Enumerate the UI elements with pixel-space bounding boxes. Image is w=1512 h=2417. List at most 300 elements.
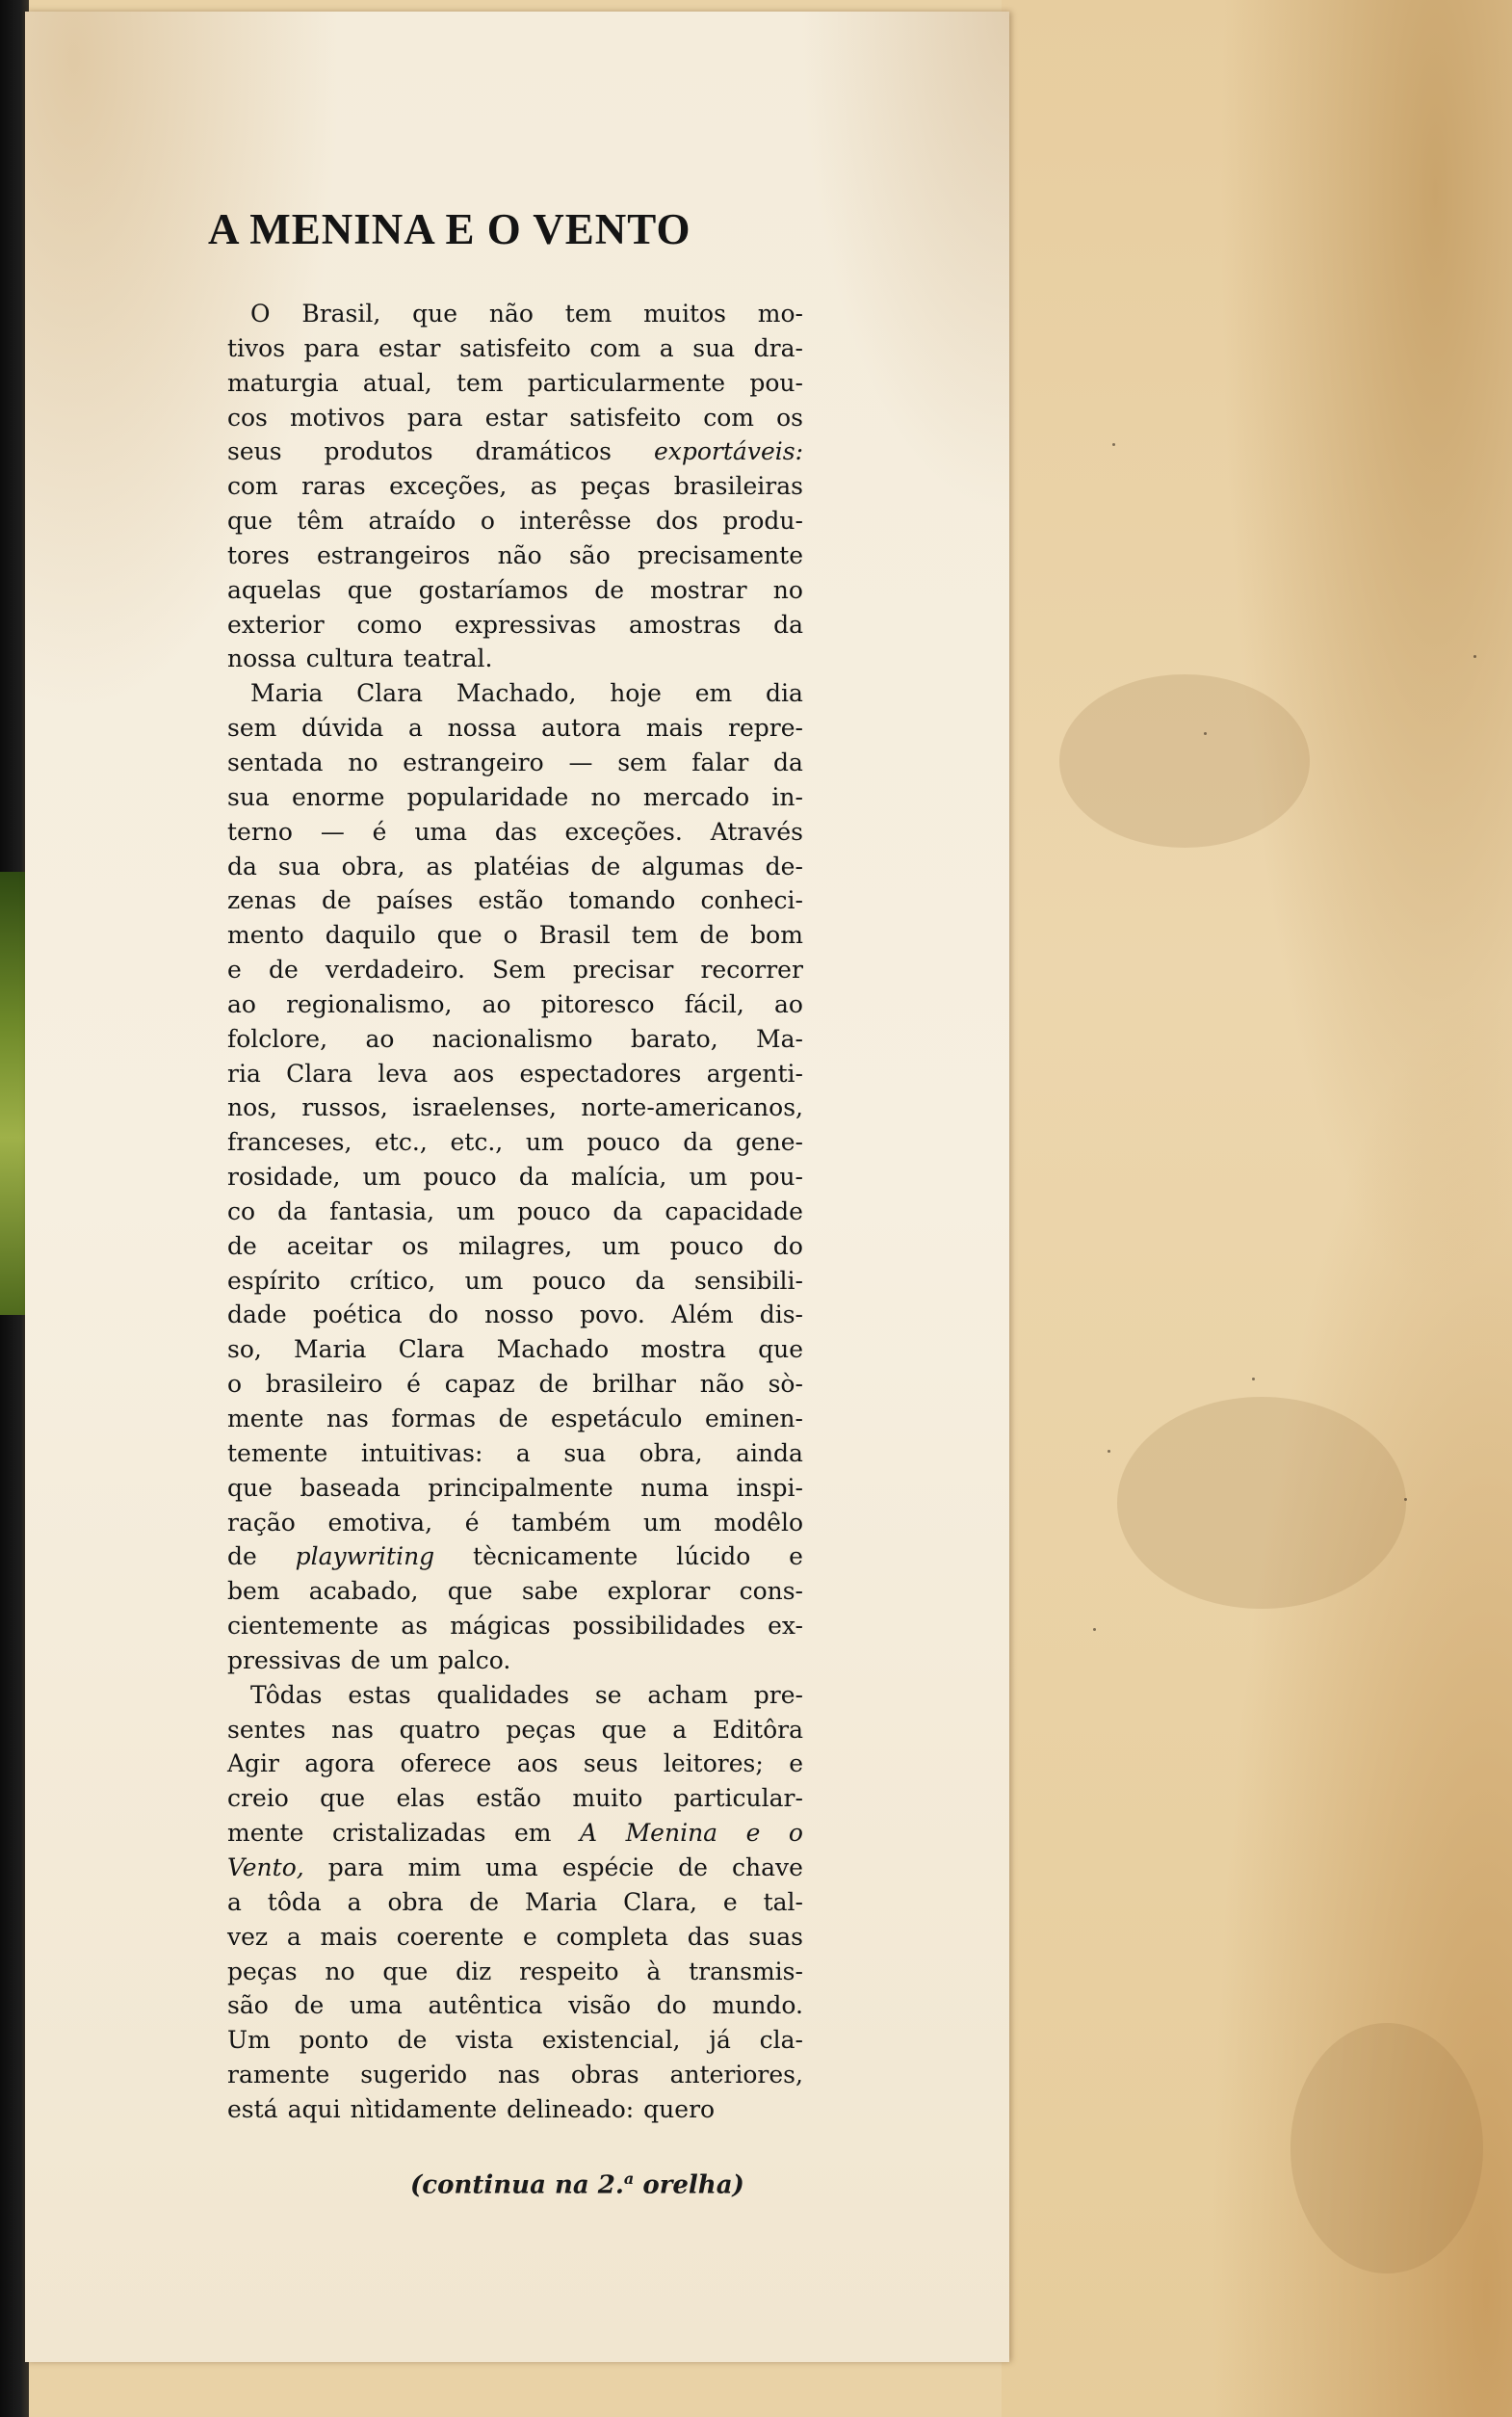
word: mento bbox=[227, 921, 304, 950]
word: dade bbox=[227, 1300, 287, 1329]
word: Clara bbox=[398, 1335, 465, 1364]
continuation-prefix: (continua na 2. bbox=[410, 2170, 624, 2200]
text-line bbox=[227, 1229, 803, 1264]
word: com bbox=[703, 403, 754, 432]
word: sensibili- bbox=[693, 1266, 803, 1295]
word: explorar bbox=[607, 1577, 711, 1606]
word: delineado: bbox=[507, 2094, 635, 2123]
word: Clara, bbox=[623, 1887, 698, 1916]
word: tôda bbox=[267, 1887, 322, 1916]
word: que bbox=[436, 921, 482, 950]
word: produ- bbox=[722, 507, 803, 536]
word: Machado, bbox=[456, 679, 577, 708]
word: visão bbox=[568, 1991, 632, 2020]
paragraph bbox=[227, 676, 803, 1677]
word: de- bbox=[765, 852, 803, 880]
word: nosso bbox=[484, 1300, 554, 1329]
word: de bbox=[268, 956, 299, 985]
word: cultura bbox=[305, 644, 394, 673]
word: pre- bbox=[753, 1680, 803, 1709]
word: franceses, bbox=[227, 1128, 352, 1157]
word: numa bbox=[640, 1473, 710, 1502]
word: elas bbox=[396, 1784, 445, 1813]
word: da bbox=[635, 1266, 665, 1295]
word: mundo. bbox=[712, 1991, 803, 2020]
word: israelenses, bbox=[412, 1093, 558, 1122]
word: que bbox=[447, 1577, 493, 1606]
word: pressivas bbox=[227, 1645, 342, 1674]
word: mercado bbox=[642, 782, 750, 811]
word: Clara bbox=[286, 1059, 353, 1088]
word: mostra bbox=[640, 1335, 726, 1364]
text-line bbox=[227, 504, 803, 539]
word: uma bbox=[485, 1852, 538, 1881]
word: intuitivas: bbox=[360, 1438, 483, 1467]
word: lúcido bbox=[676, 1542, 751, 1571]
paragraph bbox=[227, 1678, 803, 2127]
word: do bbox=[656, 1991, 687, 2020]
word: aos bbox=[516, 1749, 559, 1778]
word: baseada bbox=[300, 1473, 401, 1502]
text-line bbox=[227, 2092, 803, 2127]
word: sabe bbox=[521, 1577, 579, 1606]
word: cos bbox=[227, 403, 268, 432]
word: um bbox=[456, 1196, 495, 1225]
text-line bbox=[227, 1264, 803, 1299]
word: tomando bbox=[568, 886, 676, 915]
word: nas bbox=[326, 1405, 369, 1432]
text-line bbox=[227, 1678, 803, 1713]
word: um bbox=[642, 1508, 682, 1537]
word: nas bbox=[331, 1715, 374, 1744]
word: de bbox=[678, 1852, 708, 1881]
text-line bbox=[227, 1713, 803, 1747]
word: dos bbox=[656, 507, 698, 536]
word: mágicas bbox=[450, 1612, 551, 1641]
word: exportáveis: bbox=[653, 437, 803, 466]
word: teatral. bbox=[403, 644, 493, 673]
word: leitores; bbox=[663, 1749, 764, 1778]
word: amostras bbox=[629, 610, 742, 639]
word: de bbox=[351, 1645, 381, 1674]
word: de bbox=[227, 1231, 257, 1260]
word: zenas bbox=[227, 886, 297, 915]
cover-stain bbox=[1117, 1397, 1406, 1609]
word: com bbox=[589, 333, 641, 362]
word: vez bbox=[227, 1922, 269, 1951]
word: sem bbox=[617, 748, 667, 776]
word: tal- bbox=[763, 1887, 803, 1916]
word: estão bbox=[478, 886, 544, 915]
word: crítico, bbox=[350, 1266, 436, 1295]
jacket-flap bbox=[25, 12, 1009, 2362]
word: cons- bbox=[739, 1577, 803, 1606]
word: seus bbox=[227, 437, 282, 466]
word: poética bbox=[312, 1300, 403, 1329]
word: muito bbox=[572, 1784, 643, 1813]
word: obra, bbox=[639, 1438, 703, 1467]
text-line bbox=[227, 780, 803, 815]
text-line bbox=[227, 1574, 803, 1609]
word: um bbox=[689, 1163, 728, 1192]
word: satisfeito bbox=[459, 333, 571, 362]
word: um bbox=[464, 1266, 504, 1295]
word: terno bbox=[227, 817, 293, 846]
word: emotiva, bbox=[327, 1508, 433, 1537]
word: um bbox=[362, 1163, 402, 1192]
word: as bbox=[530, 472, 558, 501]
flap-body-text bbox=[227, 297, 803, 2127]
word: principalmente bbox=[428, 1473, 613, 1502]
word: nossa bbox=[227, 644, 297, 673]
word: à bbox=[646, 1957, 662, 1985]
text-line bbox=[227, 1332, 803, 1367]
word: tivos bbox=[227, 333, 286, 362]
word: o bbox=[788, 1819, 803, 1848]
word: capaz bbox=[444, 1370, 515, 1399]
word: um bbox=[525, 1128, 564, 1157]
word: os bbox=[402, 1231, 430, 1260]
word: Maria bbox=[294, 1335, 367, 1364]
text-line bbox=[227, 1816, 803, 1851]
text-line bbox=[227, 1988, 803, 2023]
word: em bbox=[694, 679, 733, 708]
word: é bbox=[372, 817, 387, 846]
word: cientemente bbox=[227, 1612, 379, 1641]
word: têm bbox=[297, 507, 344, 536]
word: mostrar bbox=[650, 575, 747, 604]
word: mente bbox=[227, 1405, 304, 1432]
word: já bbox=[709, 2026, 731, 2055]
word: que bbox=[227, 1473, 273, 1502]
word: vista bbox=[456, 2026, 514, 2055]
cover-stain bbox=[1059, 674, 1310, 848]
text-line bbox=[227, 676, 803, 711]
word: que bbox=[347, 575, 393, 604]
word: e bbox=[227, 956, 242, 985]
word: o bbox=[227, 1370, 243, 1399]
word: aos bbox=[453, 1059, 495, 1088]
word: existencial, bbox=[541, 2026, 681, 2055]
word: de bbox=[227, 1542, 257, 1571]
text-line bbox=[227, 918, 803, 953]
text-line bbox=[227, 366, 803, 401]
word: no bbox=[590, 782, 621, 811]
word: falar bbox=[691, 748, 749, 776]
text-line bbox=[227, 2058, 803, 2092]
continuation-suffix: orelha) bbox=[634, 2170, 744, 2200]
word: Brasil bbox=[538, 921, 611, 950]
text-line bbox=[227, 1057, 803, 1091]
word: estas bbox=[348, 1680, 411, 1709]
word: ex- bbox=[768, 1612, 803, 1641]
word: Menina bbox=[625, 1819, 718, 1848]
word: mim bbox=[407, 1852, 462, 1881]
word: qualidades bbox=[436, 1680, 570, 1709]
text-line bbox=[227, 1195, 803, 1229]
word: — bbox=[568, 748, 593, 776]
word: pitoresco bbox=[540, 989, 655, 1018]
word: mais bbox=[320, 1922, 378, 1951]
word: que bbox=[758, 1335, 803, 1364]
word: sua bbox=[277, 852, 321, 880]
text-line bbox=[227, 1643, 803, 1678]
word: e bbox=[789, 1542, 803, 1571]
word: so, bbox=[227, 1335, 262, 1364]
word: etc., bbox=[450, 1128, 504, 1157]
text-line bbox=[227, 2023, 803, 2058]
word: sua bbox=[692, 333, 736, 362]
word: a bbox=[659, 333, 674, 362]
word: estrangeiros bbox=[317, 540, 471, 569]
word: e bbox=[789, 1749, 803, 1778]
word: sua bbox=[227, 782, 270, 811]
word: hoje bbox=[610, 679, 662, 708]
word: acabado, bbox=[308, 1577, 419, 1606]
paragraph bbox=[227, 297, 803, 676]
text-line bbox=[227, 1781, 803, 1816]
word: os bbox=[776, 403, 803, 432]
word: daquilo bbox=[325, 921, 416, 950]
word: quero bbox=[643, 2094, 716, 2123]
word: conheci- bbox=[700, 886, 803, 915]
word: peças bbox=[580, 472, 651, 501]
word: espécie bbox=[561, 1852, 655, 1881]
word: estrangeiro bbox=[403, 748, 544, 776]
text-line bbox=[227, 1747, 803, 1781]
word: — bbox=[320, 817, 345, 846]
word: dis- bbox=[759, 1300, 803, 1329]
word: que bbox=[320, 1784, 366, 1813]
word: da bbox=[227, 852, 257, 880]
word: no bbox=[325, 1957, 355, 1985]
word: rosidade, bbox=[227, 1163, 341, 1192]
word: espírito bbox=[227, 1266, 321, 1295]
word: oferece bbox=[400, 1749, 492, 1778]
text-line bbox=[227, 815, 803, 850]
word: Clara bbox=[356, 679, 424, 708]
word: pouco bbox=[669, 1231, 744, 1260]
text-line bbox=[227, 883, 803, 918]
word: nos, bbox=[227, 1093, 277, 1122]
word: uma bbox=[414, 817, 468, 846]
continuation-superscript: a bbox=[623, 2169, 635, 2188]
word: as bbox=[401, 1612, 429, 1641]
word: capacidade bbox=[665, 1196, 803, 1225]
word: aqui bbox=[287, 2094, 341, 2123]
word: nossa bbox=[447, 714, 517, 743]
text-line bbox=[227, 401, 803, 435]
word: pou- bbox=[749, 368, 803, 397]
word: atraído bbox=[368, 507, 456, 536]
speck bbox=[1204, 732, 1207, 735]
word: das bbox=[494, 817, 537, 846]
word: a bbox=[286, 1922, 301, 1951]
word: barato, bbox=[630, 1024, 718, 1053]
word: anteriores, bbox=[669, 2061, 803, 2089]
word: suas bbox=[748, 1922, 803, 1951]
word: a bbox=[407, 714, 423, 743]
word: sentada bbox=[227, 748, 324, 776]
text-line bbox=[227, 608, 803, 643]
word: A bbox=[580, 1819, 598, 1848]
back-cover bbox=[1002, 0, 1512, 2417]
word: Além bbox=[671, 1300, 734, 1329]
text-line bbox=[227, 1125, 803, 1160]
word: brasileiro bbox=[265, 1370, 383, 1399]
word: pouco bbox=[532, 1266, 607, 1295]
text-line bbox=[227, 1885, 803, 1920]
word: um bbox=[390, 1645, 429, 1674]
text-line bbox=[227, 1539, 803, 1574]
word: acham bbox=[647, 1680, 728, 1709]
text-line bbox=[227, 953, 803, 987]
word: da bbox=[277, 1196, 308, 1225]
word: particular- bbox=[673, 1784, 803, 1813]
word: estar bbox=[378, 333, 441, 362]
word: ria bbox=[227, 1059, 261, 1088]
word: enorme bbox=[292, 782, 385, 811]
word: que bbox=[382, 1957, 429, 1985]
word: produtos bbox=[324, 437, 433, 466]
word: tem bbox=[631, 921, 679, 950]
word: uma bbox=[350, 1991, 403, 2020]
word: popularidade bbox=[406, 782, 569, 811]
text-line bbox=[227, 1160, 803, 1195]
text-line bbox=[227, 331, 803, 366]
text-line bbox=[227, 1298, 803, 1332]
word: quatro bbox=[399, 1715, 481, 1744]
word: e bbox=[722, 1887, 738, 1916]
word: um bbox=[602, 1231, 640, 1260]
word: o bbox=[480, 507, 495, 536]
word: Tôdas bbox=[250, 1680, 323, 1709]
word: de bbox=[590, 852, 621, 880]
word: se bbox=[594, 1680, 622, 1709]
word: das bbox=[687, 1922, 730, 1951]
word: recorrer bbox=[700, 956, 803, 985]
text-line bbox=[227, 1955, 803, 1989]
word: folclore, bbox=[227, 1024, 328, 1053]
speck bbox=[1473, 655, 1476, 658]
word: espetáculo bbox=[550, 1405, 683, 1432]
word: e bbox=[522, 1922, 537, 1951]
word: pou- bbox=[749, 1163, 803, 1192]
word: como bbox=[356, 610, 423, 639]
word: palco. bbox=[437, 1645, 511, 1674]
word: ao bbox=[773, 989, 803, 1018]
word: ao bbox=[365, 1024, 395, 1053]
word: a bbox=[672, 1715, 688, 1744]
word: do bbox=[428, 1300, 458, 1329]
word: satisfeito bbox=[569, 403, 682, 432]
word: gostaríamos bbox=[418, 575, 569, 604]
speck bbox=[1112, 443, 1115, 446]
speck bbox=[1404, 1498, 1407, 1501]
word: povo. bbox=[580, 1300, 645, 1329]
word: completa bbox=[556, 1922, 669, 1951]
word: ainda bbox=[736, 1438, 803, 1467]
word: possibilidades bbox=[572, 1612, 745, 1641]
cover-stain bbox=[1290, 2023, 1483, 2273]
word: com bbox=[227, 472, 278, 501]
word: exterior bbox=[227, 610, 325, 639]
word: dra- bbox=[753, 333, 803, 362]
text-line bbox=[227, 1851, 803, 1885]
word: são bbox=[568, 540, 611, 569]
word: da bbox=[773, 610, 803, 639]
word: sua bbox=[563, 1438, 607, 1467]
word: formas bbox=[391, 1405, 477, 1432]
word: estar bbox=[484, 403, 548, 432]
word: aquelas bbox=[227, 575, 322, 604]
word: leva bbox=[378, 1059, 429, 1088]
word: nacionalismo bbox=[431, 1024, 593, 1053]
word: dramáticos bbox=[475, 437, 612, 466]
word: no bbox=[348, 748, 378, 776]
word: da bbox=[613, 1196, 643, 1225]
word: maturgia bbox=[227, 368, 339, 397]
word: sò- bbox=[768, 1370, 803, 1399]
word: Vento, bbox=[227, 1852, 304, 1881]
word: ramente bbox=[227, 2061, 330, 2089]
word: bem bbox=[227, 1577, 280, 1606]
word: Ma- bbox=[756, 1024, 803, 1053]
word: interêsse bbox=[519, 507, 632, 536]
word: obra, bbox=[341, 852, 405, 880]
word: raras bbox=[301, 472, 366, 501]
word: verdadeiro. bbox=[325, 956, 465, 985]
word: fácil, bbox=[684, 989, 744, 1018]
word: de bbox=[699, 921, 730, 950]
text-line bbox=[227, 1090, 803, 1125]
word: obras bbox=[570, 2061, 639, 2089]
word: modêlo bbox=[714, 1508, 803, 1537]
word: temente bbox=[227, 1438, 328, 1467]
text-line bbox=[227, 850, 803, 884]
word: também bbox=[511, 1508, 612, 1537]
word: coerente bbox=[396, 1922, 505, 1951]
text-line bbox=[227, 1609, 803, 1643]
word: milagres, bbox=[458, 1231, 573, 1260]
speck bbox=[1108, 1450, 1110, 1453]
text-line bbox=[227, 1471, 803, 1506]
word: nìtidamente bbox=[350, 2094, 498, 2123]
word: muitos bbox=[643, 300, 726, 328]
continuation-note bbox=[410, 2169, 744, 2200]
word: tècnicamente bbox=[473, 1542, 639, 1571]
word: da bbox=[773, 748, 803, 776]
word: de bbox=[322, 886, 352, 915]
word: transmis- bbox=[689, 1957, 803, 1985]
word: mo- bbox=[757, 300, 803, 328]
word: de bbox=[469, 1887, 500, 1916]
text-line bbox=[227, 1506, 803, 1540]
word: Brasil, bbox=[301, 300, 381, 328]
spine-green-edge bbox=[0, 872, 25, 1315]
word: fantasia, bbox=[329, 1196, 435, 1225]
word: no bbox=[772, 575, 803, 604]
word: inspi- bbox=[736, 1473, 803, 1502]
word: russos, bbox=[301, 1093, 388, 1122]
word: que bbox=[227, 507, 273, 536]
word: O bbox=[250, 300, 271, 328]
word: Um bbox=[227, 2026, 271, 2055]
text-line bbox=[227, 1402, 803, 1436]
word: respeito bbox=[519, 1957, 619, 1985]
word: de bbox=[498, 1405, 529, 1432]
word: pouco bbox=[587, 1128, 661, 1157]
